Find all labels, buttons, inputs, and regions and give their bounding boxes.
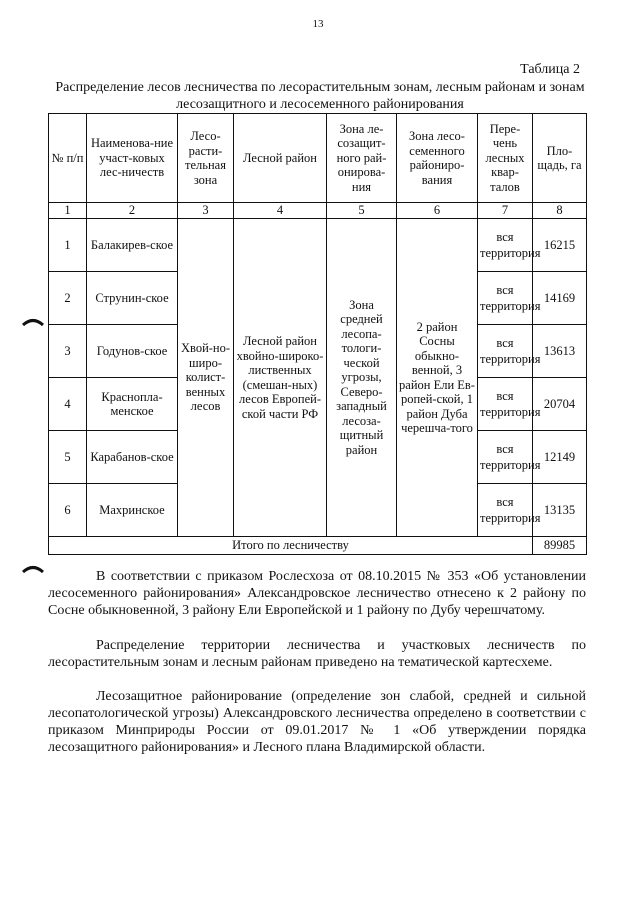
row-number: 4 xyxy=(49,378,87,431)
total-label: Итого по лесничеству xyxy=(49,537,533,555)
row-number: 2 xyxy=(49,272,87,325)
quarters-list: вся территория xyxy=(478,325,533,378)
header-cell: Пере-чень лесных квар-талов xyxy=(478,114,533,203)
binder-hole-mark xyxy=(22,318,44,326)
table-caption: Распределение лесов лесничества по лесорастительным зонам, лесным районам и зонам лесозащитного и лесосеменного районирования xyxy=(55,80,585,112)
column-number: 7 xyxy=(478,203,533,219)
header-cell: Лесной район xyxy=(234,114,327,203)
area-value: 16215 xyxy=(533,219,587,272)
header-cell: Лесо-расти-тельная зона xyxy=(178,114,234,203)
row-number: 3 xyxy=(49,325,87,378)
header-cell: Пло-щадь, га xyxy=(533,114,587,203)
paragraph-seed-zoning: В соответствии с приказом Рослесхоза от 08.10.2015 № 353 «Об установлении лесосеменного районирования» Александровское лесничество отнесено к 2 району по Сосне обыкновенной, 3 району Ели Европейской и 1 району по Дубу черешчатому. xyxy=(48,569,586,618)
column-number: 1 xyxy=(49,203,87,219)
row-number: 5 xyxy=(49,431,87,484)
area-value: 13613 xyxy=(533,325,587,378)
forestry-name: Краснопла-менское xyxy=(87,378,178,431)
total-row xyxy=(49,537,587,555)
forestry-name: Годунов-ское xyxy=(87,325,178,378)
forest-district-cell: Лесной район хвойно-широко-лиственных (смешан-ных) лесов Европей-ской части РФ xyxy=(234,219,327,537)
row-number: 6 xyxy=(49,484,87,537)
column-number: 5 xyxy=(327,203,397,219)
quarters-list: вся территория xyxy=(478,272,533,325)
column-number: 4 xyxy=(234,203,327,219)
table-row xyxy=(49,219,587,272)
forestry-name: Карабанов-ское xyxy=(87,431,178,484)
forestry-name: Балакирев-ское xyxy=(87,219,178,272)
protection-zone-cell: Зона средней лесопа-тологи-ческой угрозы, Северо-западный лесоза-щитный район xyxy=(327,219,397,537)
area-value: 20704 xyxy=(533,378,587,431)
paragraph-distribution: Распределение территории лесничества и участковых лесничеств по лесорастительным зонам и лесным районам приведено на тематической картесхеме. xyxy=(48,638,586,670)
quarters-list: вся территория xyxy=(478,484,533,537)
total-area: 89985 xyxy=(533,537,587,555)
paragraph-protection-zoning: Лесозащитное районирование (определение зон слабой, средней и сильной лесопатологической угрозы) Александровского лесничества определено в соответствии с приказом Минприроды России от 09.01.2017 № 1 «Об утверждении порядка лесозащитного районирования» и Лесного плана Владимирской области. xyxy=(48,689,586,755)
vegetation-zone-cell: Хвой-но-широ-колист-венных лесов xyxy=(178,219,234,537)
column-number-row xyxy=(49,203,587,219)
table-header-row xyxy=(49,114,587,203)
page-number: 13 xyxy=(312,18,324,30)
forestry-name: Махринское xyxy=(87,484,178,537)
table-label: Таблица 2 xyxy=(520,62,580,77)
row-number: 1 xyxy=(49,219,87,272)
header-cell: Зона ле-созащит-ного рай-онирова-ния xyxy=(327,114,397,203)
quarters-list: вся территория xyxy=(478,219,533,272)
forest-distribution-table xyxy=(48,113,587,555)
column-number: 3 xyxy=(178,203,234,219)
column-number: 8 xyxy=(533,203,587,219)
quarters-list: вся территория xyxy=(478,431,533,484)
column-number: 6 xyxy=(397,203,478,219)
seed-zone-cell: 2 район Сосны обыкно-венной, 3 район Ели Ев-ропей-ской, 1 район Дуба черешча-того xyxy=(397,219,478,537)
area-value: 13135 xyxy=(533,484,587,537)
header-cell: Наименова-ние участ-ковых лес-ничеств xyxy=(87,114,178,203)
area-value: 14169 xyxy=(533,272,587,325)
column-number: 2 xyxy=(87,203,178,219)
quarters-list: вся территория xyxy=(478,378,533,431)
header-cell: № п/п xyxy=(49,114,87,203)
forestry-name: Струнин-ское xyxy=(87,272,178,325)
header-cell: Зона лесо-семенного райониро-вания xyxy=(397,114,478,203)
area-value: 12149 xyxy=(533,431,587,484)
binder-hole-mark xyxy=(22,565,44,573)
